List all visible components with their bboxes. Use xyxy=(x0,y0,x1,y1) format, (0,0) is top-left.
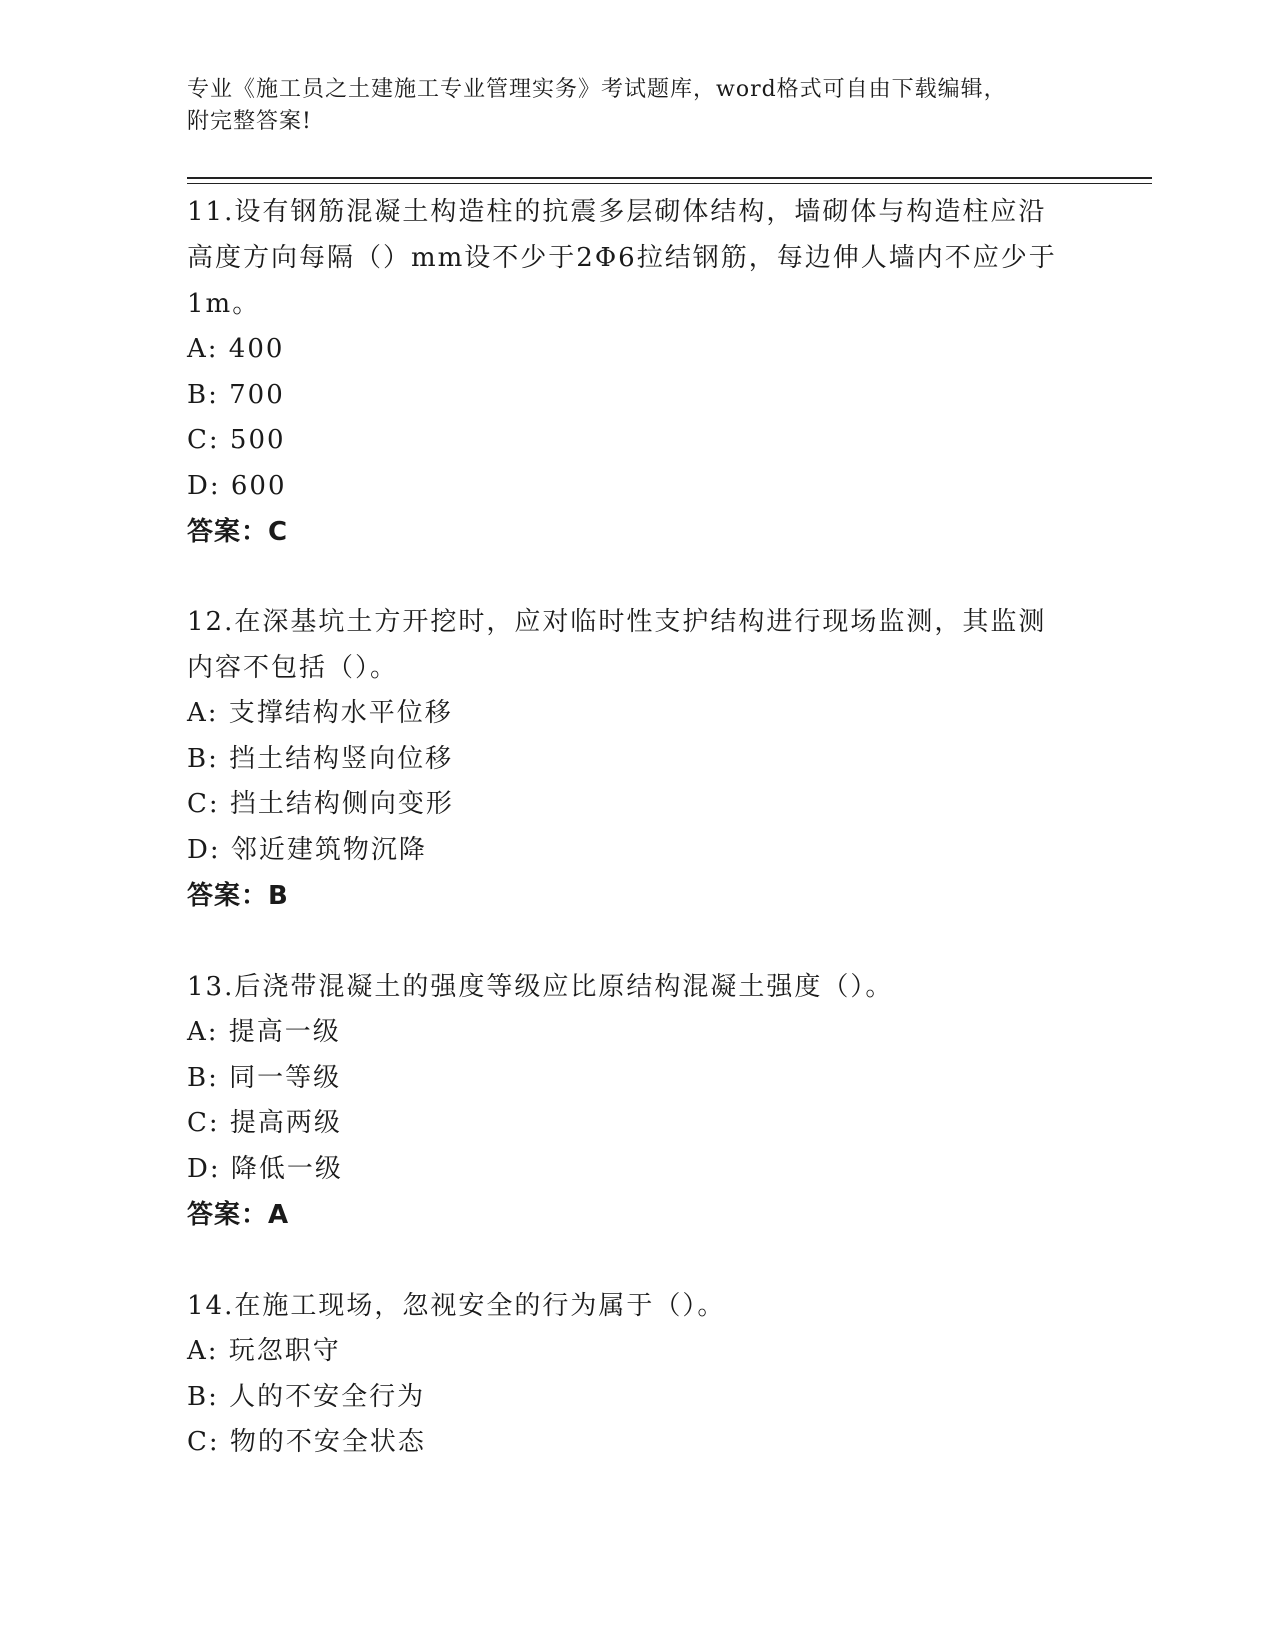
answer-line: 答案：A xyxy=(187,1200,290,1230)
question-13 xyxy=(187,964,1087,1238)
question-stem-line: 高度方向每隔（）mm设不少于2Φ6拉结钢筋，每边伸人墙内不应少于 xyxy=(187,243,1057,273)
option-c: C: 提高两级 xyxy=(187,1108,342,1138)
question-14 xyxy=(187,1283,1087,1466)
question-stem-line: 内容不包括（）。 xyxy=(187,653,399,683)
option-b: B: 人的不安全行为 xyxy=(187,1381,426,1412)
option-b: B: 同一等级 xyxy=(187,1062,342,1093)
header-divider-thick xyxy=(187,177,1152,179)
option-c: C: 500 xyxy=(187,425,286,455)
answer-line: 答案：B xyxy=(187,881,289,911)
answer-line: 答案：C xyxy=(187,517,289,547)
question-11 xyxy=(187,189,1087,555)
option-d: D: 降低一级 xyxy=(187,1153,343,1184)
question-12 xyxy=(187,599,1087,919)
option-c: C: 挡土结构侧向变形 xyxy=(187,789,454,819)
header-line-1: 专业《施工员之土建施工专业管理实务》考试题库，word格式可自由下载编辑， xyxy=(187,77,1007,102)
option-a: A: 支撑结构水平位移 xyxy=(187,698,453,728)
header-divider-thin xyxy=(187,183,1152,184)
question-stem-line: 12.在深基坑土方开挖时，应对临时性支护结构进行现场监测，其监测 xyxy=(187,607,1047,637)
question-stem-line: 1m。 xyxy=(187,289,261,319)
option-a: A: 提高一级 xyxy=(187,1017,341,1047)
question-stem-line: 11.设有钢筋混凝土构造柱的抗震多层砌体结构，墙砌体与构造柱应沿 xyxy=(187,197,1047,227)
option-a: A: 玩忽职守 xyxy=(187,1336,341,1366)
question-stem-line: 13.后浇带混凝土的强度等级应比原结构混凝土强度（）。 xyxy=(187,972,894,1002)
document-header xyxy=(187,74,1077,138)
option-c: C: 物的不安全状态 xyxy=(187,1427,426,1457)
option-b: B: 700 xyxy=(187,379,285,410)
option-d: D: 邻近建筑物沉降 xyxy=(187,834,427,865)
header-line-2: 附完整答案! xyxy=(187,109,312,134)
question-stem-line: 14.在施工现场，忽视安全的行为属于（）。 xyxy=(187,1291,726,1321)
option-b: B: 挡土结构竖向位移 xyxy=(187,743,454,774)
option-d: D: 600 xyxy=(187,470,287,501)
option-a: A: 400 xyxy=(187,334,285,364)
